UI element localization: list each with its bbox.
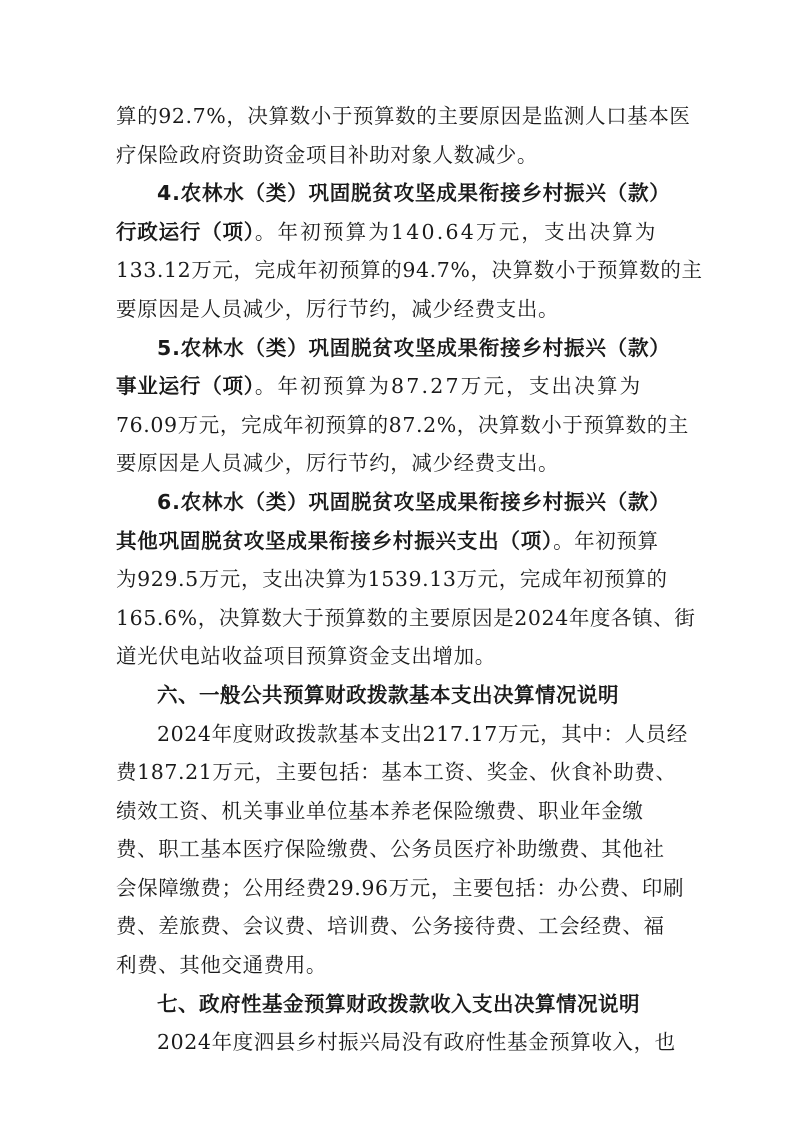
body-line: 其他巩固脱贫攻坚成果衔接乡村振兴支出（项）。年初预算 — [116, 528, 659, 553]
body-line: 道光伏电站收益项目预算资金支出增加。 — [116, 644, 496, 669]
body-line: 疗保险政府资助资金项目补助对象人数减少。 — [116, 142, 538, 167]
body-line: 算的92.7%，决算数小于预算数的主要原因是监测人口基本医 — [116, 104, 691, 128]
body-line: 事业运行（项）。年初预算为87.27万元，支出决算为 — [116, 374, 643, 399]
body-line: 76.09万元，完成年初预算的87.2%，决算数小于预算数的主 — [116, 412, 689, 437]
body-line: 费187.21万元，主要包括：基本工资、奖金、伙食补助费、 — [116, 760, 677, 785]
body-line: 利费、其他交通费用。 — [116, 953, 327, 978]
body-line: 2024年度财政拨款基本支出217.17万元，其中：人员经 — [157, 721, 688, 746]
section-heading: 七、政府性基金预算财政拨款收入支出决算情况说明 — [157, 991, 640, 1016]
body-line: 绩效工资、机关事业单位基本养老保险缴费、职业年金缴 — [116, 798, 644, 823]
document-page — [116, 97, 703, 1062]
body-line: 费、差旅费、会议费、培训费、公务接待费、工会经费、福 — [116, 914, 665, 939]
body-line: 要原因是人员减少，厉行节约，减少经费支出。 — [116, 451, 560, 476]
body-line: 行政运行（项）。年初预算为140.64万元，支出决算为 — [116, 219, 658, 244]
body-line: 要原因是人员减少，厉行节约，减少经费支出。 — [116, 296, 560, 321]
item-title-bold: 行政运行（项） — [116, 219, 255, 244]
item-title-bold: 事业运行（项） — [116, 374, 255, 399]
section-heading: 六、一般公共预算财政拨款基本支出决算情况说明 — [157, 682, 619, 707]
body-line: 费、职工基本医疗保险缴费、公务员医疗补助缴费、其他社 — [116, 837, 665, 862]
body-line: 133.12万元，完成年初预算的94.7%，决算数小于预算数的主 — [116, 258, 703, 283]
item-title: 6.农林水（类）巩固脱贫攻坚成果衔接乡村振兴（款） — [157, 489, 671, 514]
body-line: 2024年度泗县乡村振兴局没有政府性基金预算收入，也 — [157, 1030, 676, 1055]
item-title-bold: 其他巩固脱贫攻坚成果衔接乡村振兴支出（项） — [116, 528, 554, 553]
item-title: 5.农林水（类）巩固脱贫攻坚成果衔接乡村振兴（款） — [157, 335, 671, 360]
body-line: 会保障缴费；公用经费29.96万元，主要包括：办公费、印刷 — [116, 875, 685, 900]
body-line: 165.6%，决算数大于预算数的主要原因是2024年度各镇、街 — [116, 605, 696, 630]
body-line: 为929.5万元，支出决算为1539.13万元，完成年初预算的 — [116, 567, 668, 592]
item-title: 4.农林水（类）巩固脱贫攻坚成果衔接乡村振兴（款） — [157, 181, 671, 206]
